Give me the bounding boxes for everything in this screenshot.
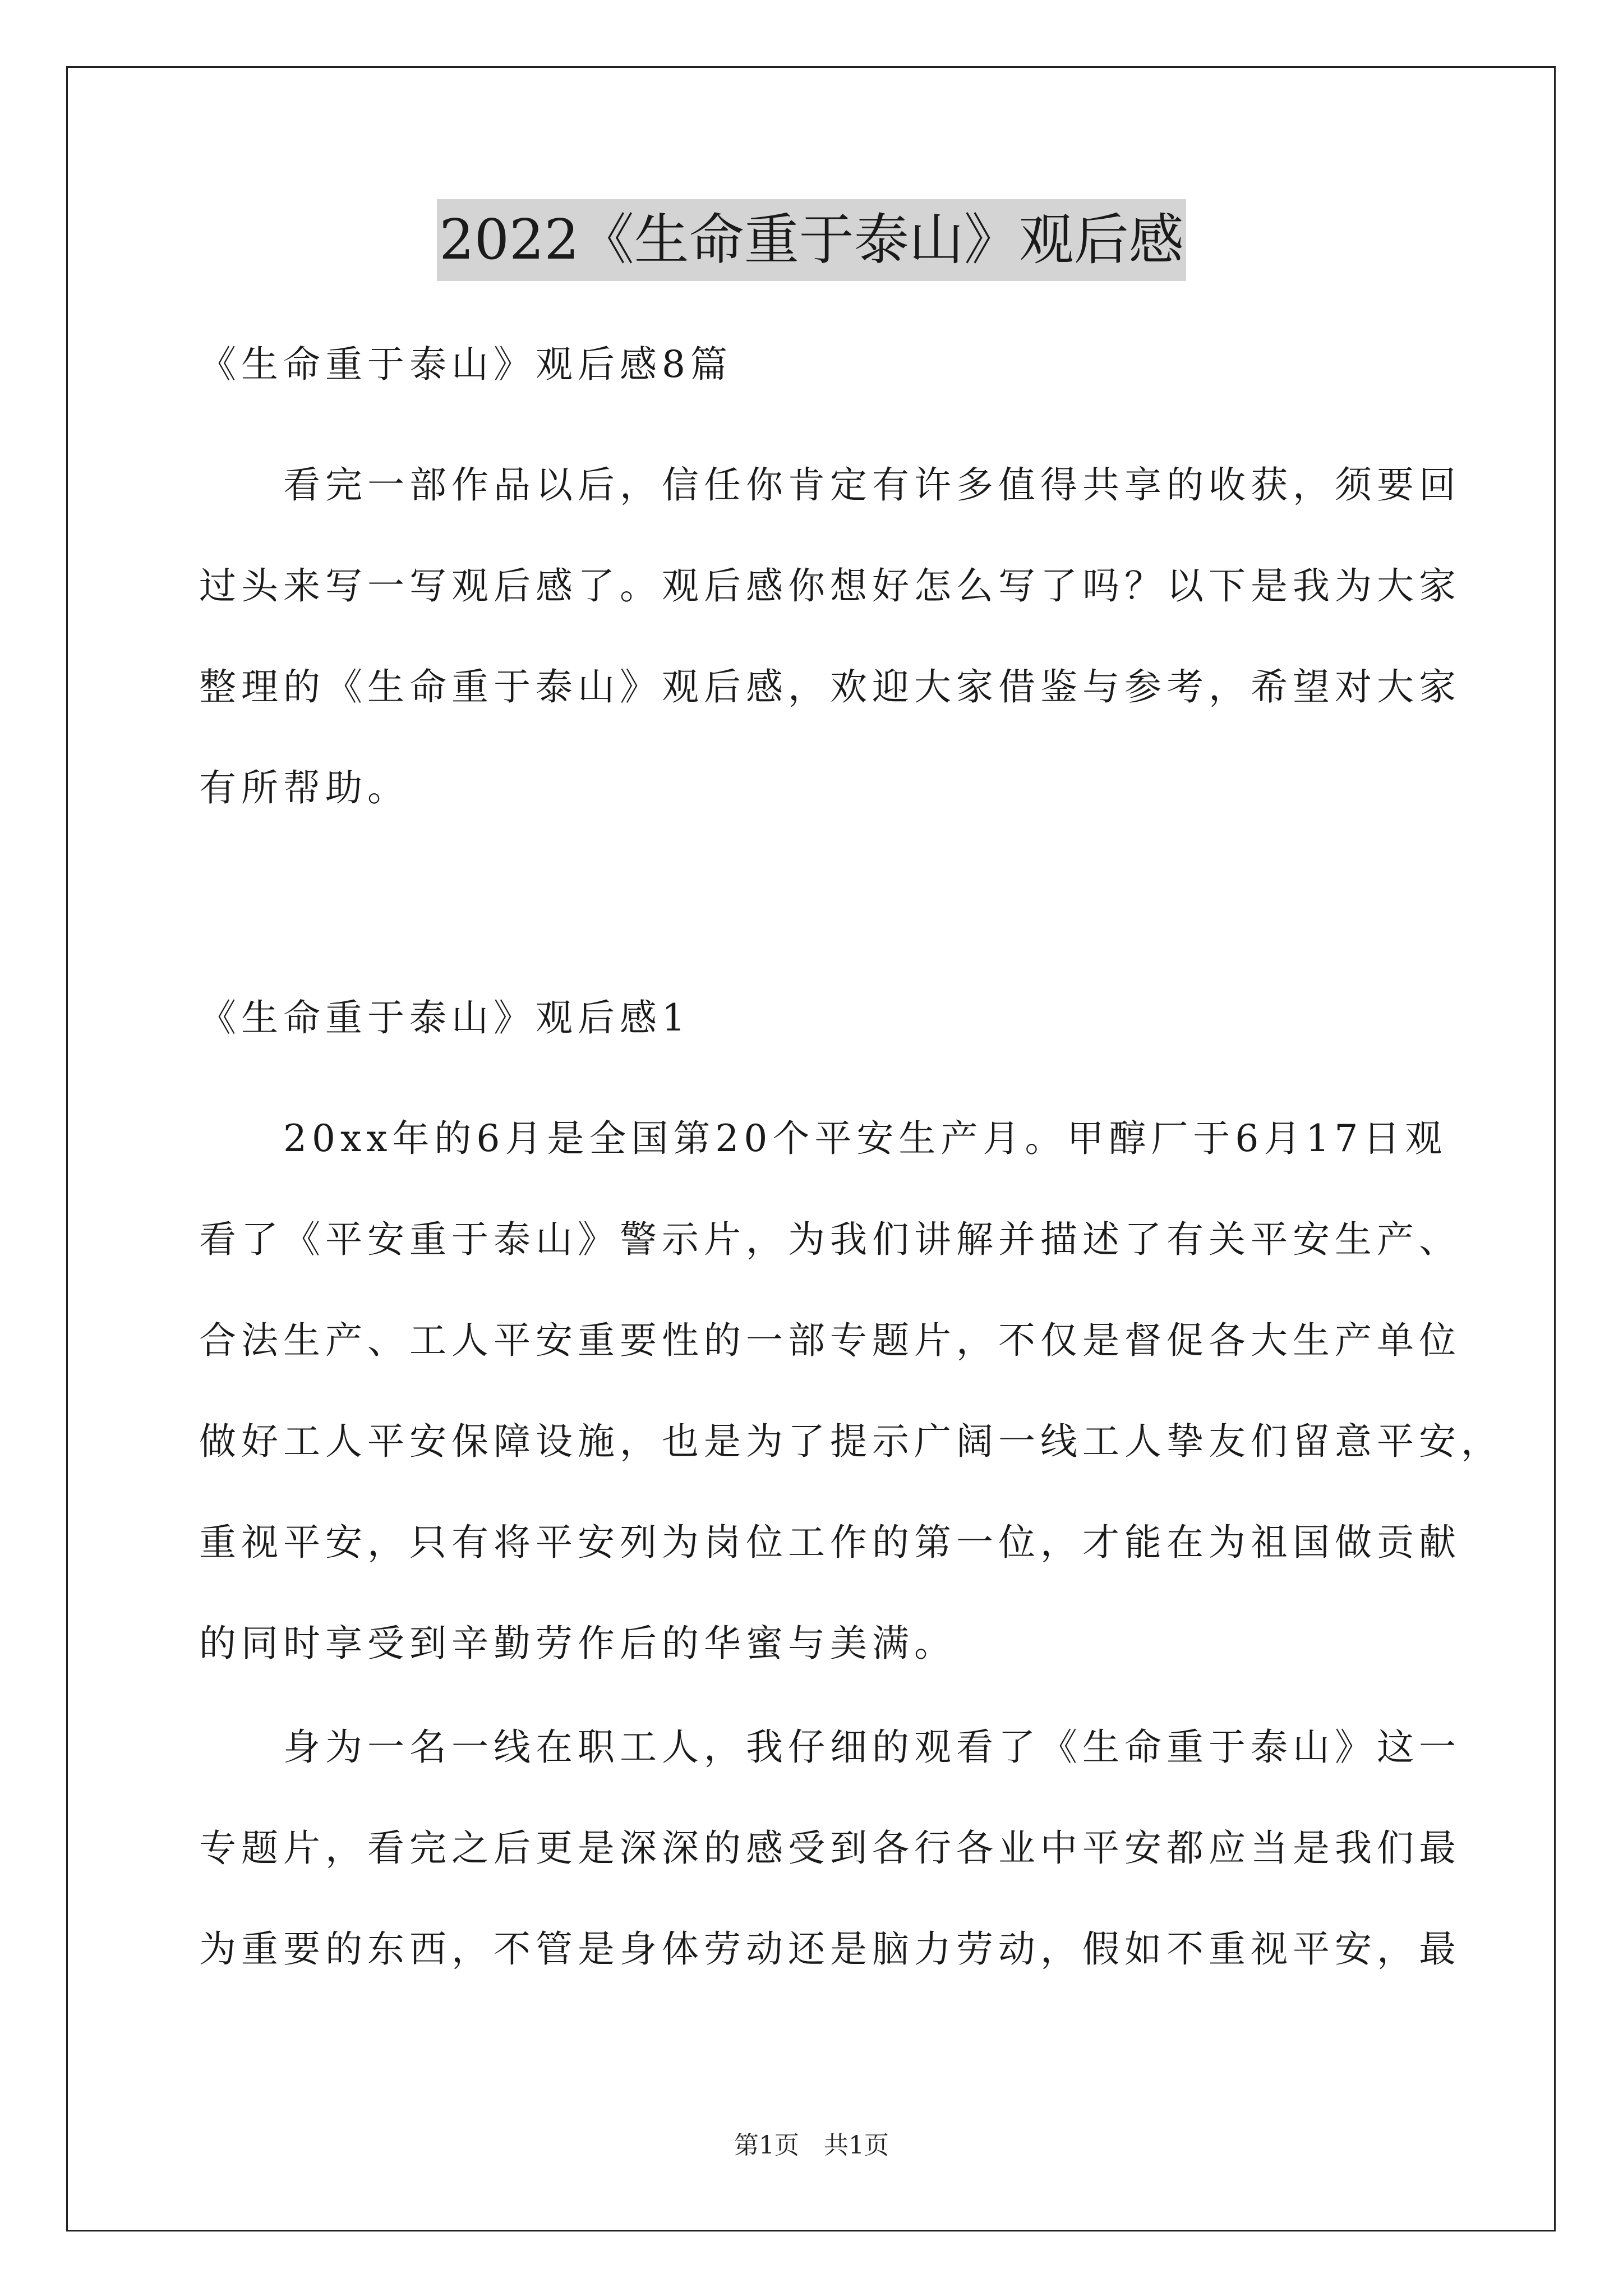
document-title-block xyxy=(0,199,1623,283)
paragraph-line: 有所帮助。 xyxy=(199,766,409,809)
paragraph-line: 做好工人平安保障设施，也是为了提示广阔一线工人挚友们留意平安， xyxy=(199,1420,1503,1463)
paragraph-line: 整理的《生命重于泰山》观后感，欢迎大家借鉴与参考，希望对大家 xyxy=(199,665,1461,708)
document-title: 2022《生命重于泰山》观后感 xyxy=(437,199,1186,281)
paragraph-line: 专题片，看完之后更是深深的感受到各行各业中平安都应当是我们最 xyxy=(199,1826,1461,1870)
paragraph-line: 看了《平安重于泰山》警示片，为我们讲解并描述了有关平安生产、 xyxy=(199,1218,1461,1261)
paragraph-line: 看完一部作品以后，信任你肯定有许多值得共享的收获，须要回 xyxy=(199,463,1461,507)
section-heading: 《生命重于泰山》观后感1 xyxy=(199,996,690,1039)
paragraph-line: 20xx年的6月是全国第20个平安生产月。甲醇厂于6月17日观 xyxy=(199,1117,1447,1160)
paragraph-line: 过头来写一写观后感了。观后感你想好怎么写了吗？以下是我为大家 xyxy=(199,564,1461,608)
paragraph-line: 身为一名一线在职工人，我仔细的观看了《生命重于泰山》这一 xyxy=(199,1726,1461,1769)
paragraph-line: 的同时享受到辛勤劳作后的华蜜与美满。 xyxy=(199,1622,956,1665)
paragraph-line: 为重要的东西，不管是身体劳动还是脑力劳动，假如不重视平安，最 xyxy=(199,1927,1461,1971)
section-heading: 《生命重于泰山》观后感8篇 xyxy=(199,343,732,386)
paragraph-line: 重视平安，只有将平安列为岗位工作的第一位，才能在为祖国做贡献 xyxy=(199,1521,1461,1564)
paragraph-line: 合法生产、工人平安重要性的一部专题片，不仅是督促各大生产单位 xyxy=(199,1319,1461,1362)
page-footer: 第1页 共1页 xyxy=(734,2131,889,2160)
